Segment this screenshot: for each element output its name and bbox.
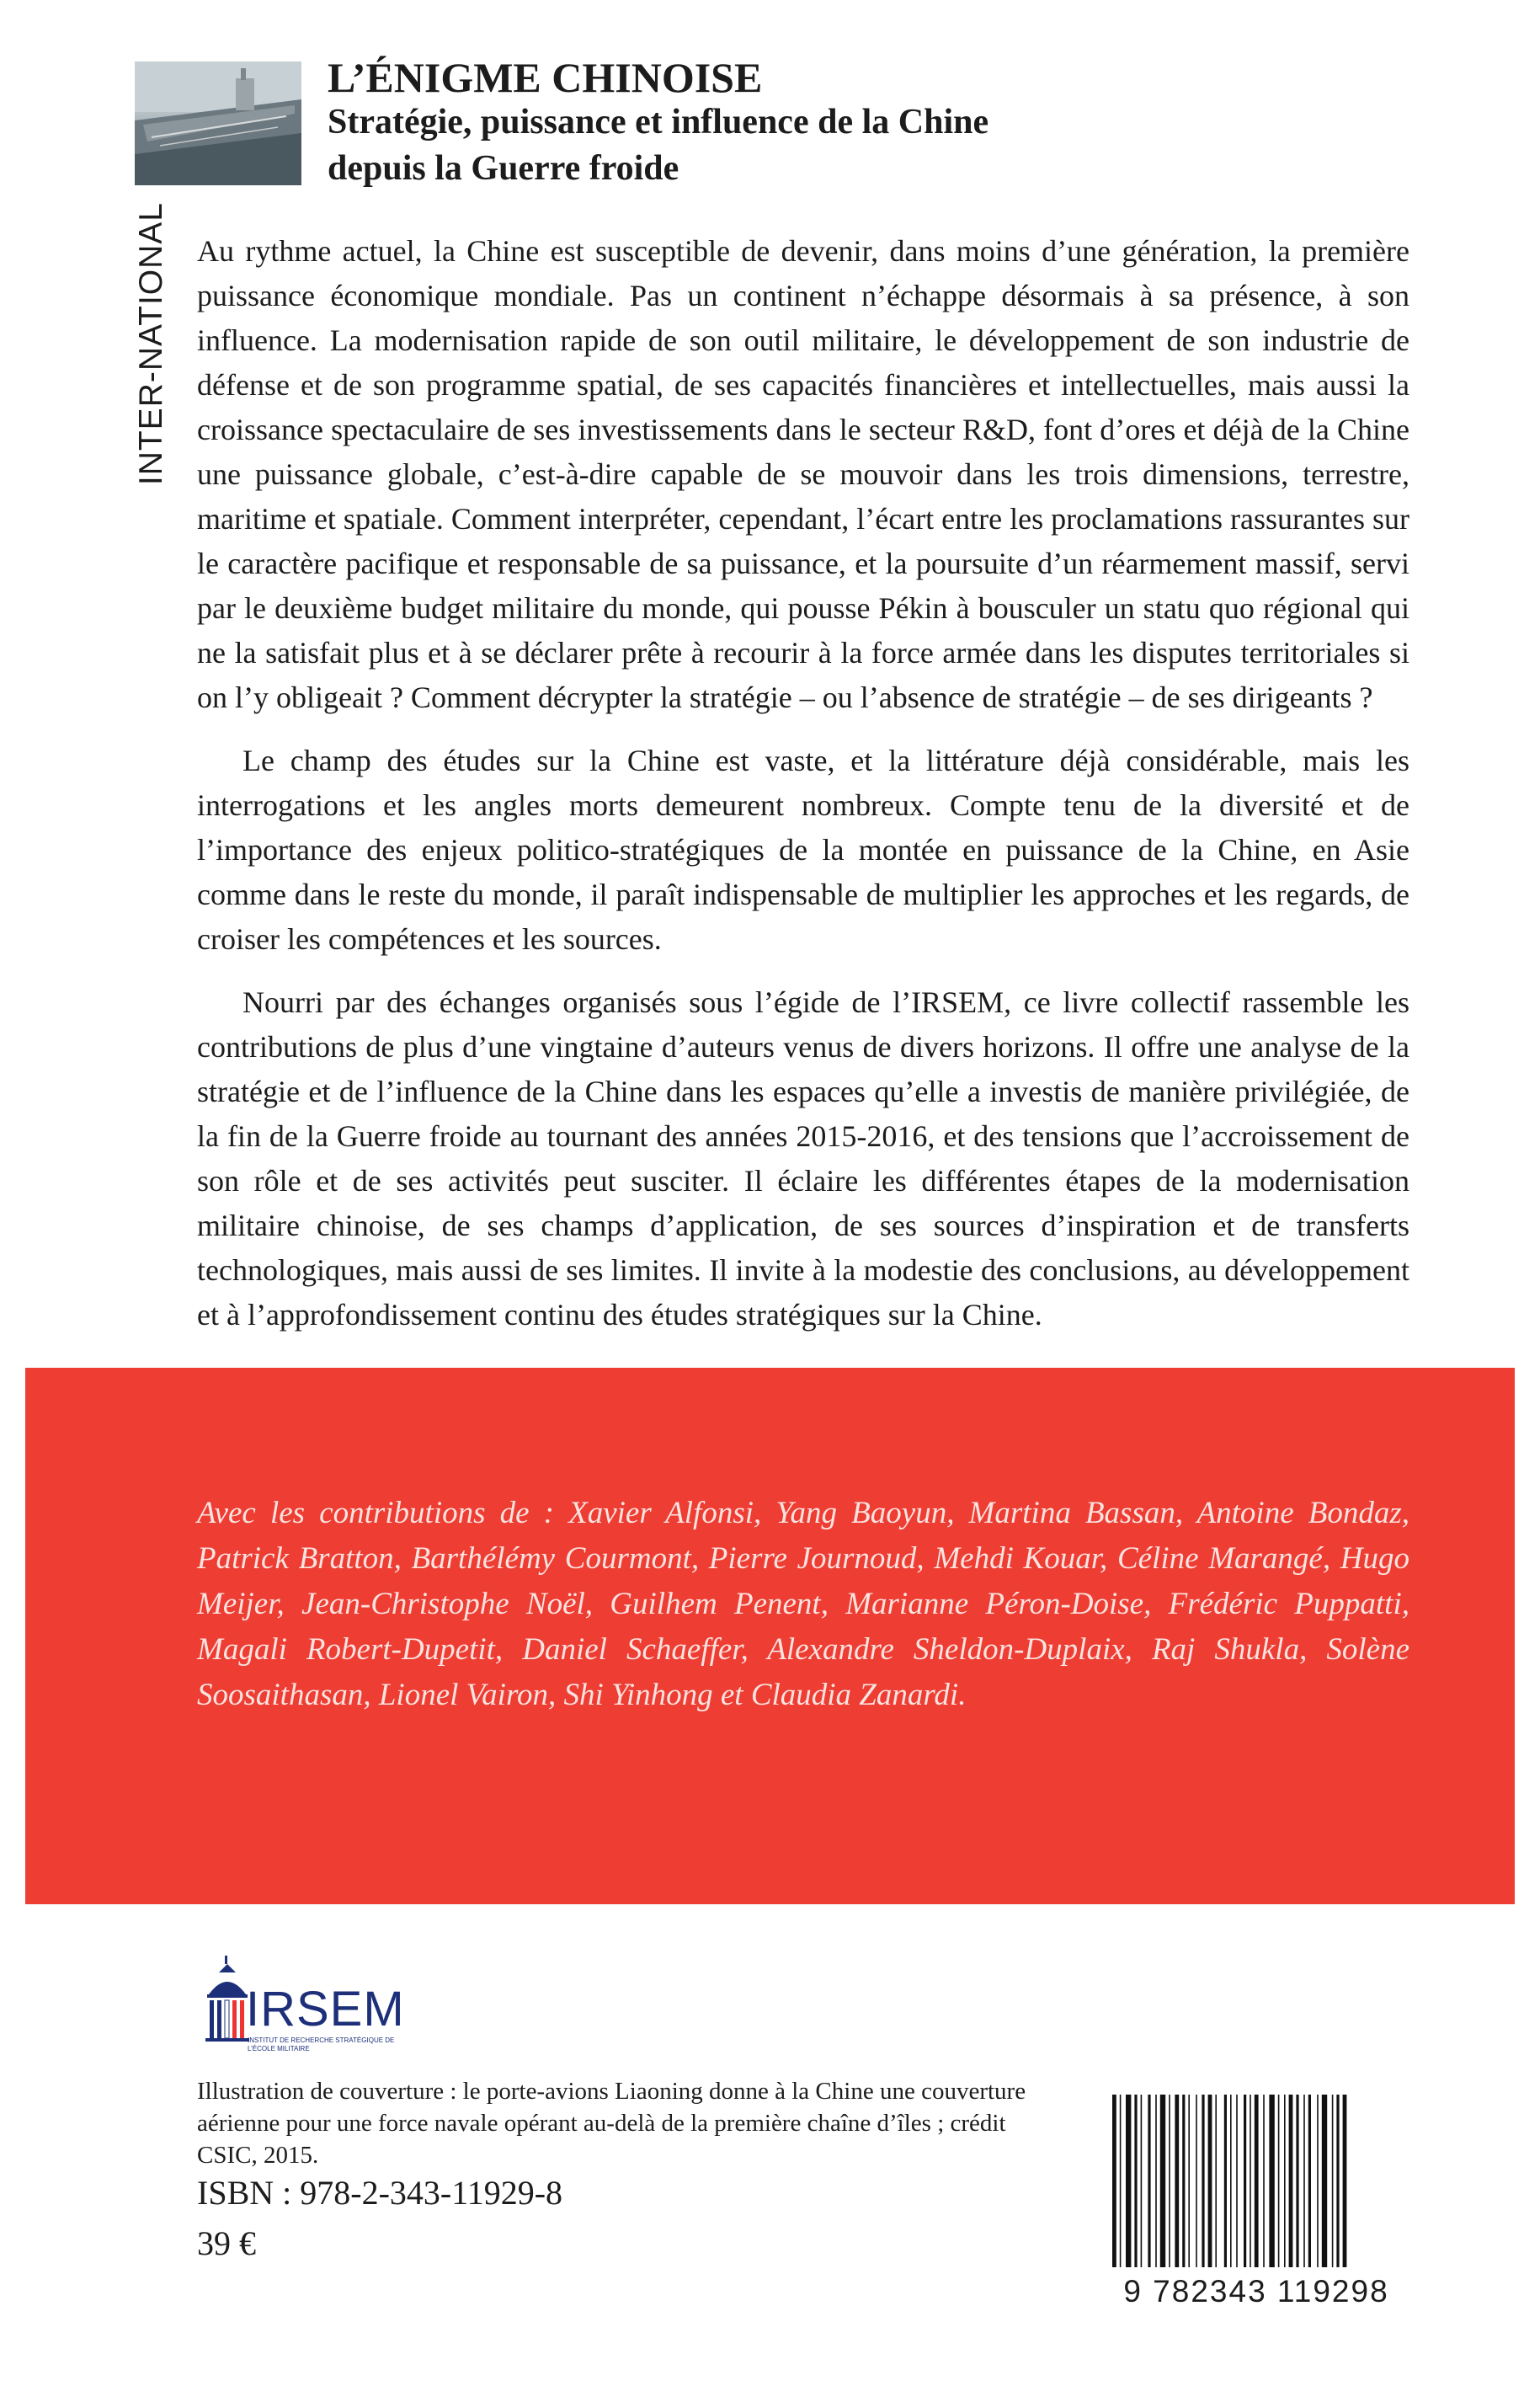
barcode-bar [1160,2095,1165,2267]
cover-thumbnail-aircraft-carrier [135,61,301,185]
barcode-bar [1236,2095,1238,2267]
barcode-bar [1289,2095,1293,2267]
barcode-bar [1208,2095,1212,2267]
contributors-list: Avec les contributions de : Xavier Alfonsi, Yang Baoyun, Martina Bassan, Antoine Bondaz, Patrick Bratton, Barthélémy Courmont, Pierre Journoud, Mehdi Kouar, Céline Marangé, Hugo Meijer, Jean-Christophe Noël, Guilhem Penent, Marianne Péron-Doise, Frédéric Puppatti, Magali Robert-Dupetit, Daniel Schaeffer, Alexandre Sheldon-Duplaix, Raj Shukla, Solène Soosaithasan, Lionel Vairon, Shi Yinhong et Claudia Zanardi. [197,1496,1409,1712]
barcode-bar [1120,2095,1122,2267]
cover-credit: Illustration de couverture : le porte-avions Liaoning donne à la Chine une couverture aérienne pour une force navale opérant au-delà de la première chaîne d’îles ; crédit CSIC, 2015. [197,2078,1026,2169]
barcode-bar [1255,2095,1259,2267]
logo-tagline: INSTITUT DE RECHERCHE STRATÉGIQUE DE L’ÉCOLE MILITAIRE [248,2036,395,2052]
barcode-bar [1148,2095,1150,2267]
barcode-bar [1284,2095,1286,2267]
isbn: ISBN : 978-2-343-11929-8 [197,2174,563,2212]
price: 39 € [197,2224,256,2262]
barcode-bar [1112,2095,1116,2267]
barcode-bar [1215,2095,1217,2267]
barcode-bar [1155,2095,1157,2267]
blurb-paragraph: Le champ des études sur la Chine est vaste, et la littérature déjà considérable, mais les interrogations et les angles morts demeurent nombreux. Compte tenu de la diversité et de l’importance des enjeux politico-stratégiques de la montée en puissance de la Chine, en Asie comme dans le reste du monde, il paraît indispensable de multiplier les approches et les regards, de croiser les compétences et les sources. [197,744,1409,956]
barcode-bar [1278,2095,1280,2267]
barcode-bar [1308,2095,1311,2267]
barcode-bar [1182,2095,1185,2267]
barcode-bar [1230,2095,1232,2267]
barcode-bar [1126,2095,1131,2267]
blurb [197,229,1409,1356]
barcode-bar [1134,2095,1137,2267]
barcode-bar [1332,2095,1334,2267]
barcode-bar [1188,2095,1190,2267]
book-title: L’ÉNIGME CHINOISE [328,54,763,101]
barcode-bar [1317,2095,1319,2267]
blurb-paragraph: Au rythme actuel, la Chine est susceptible de devenir, dans moins d’une génération, la première puissance économique mondiale. Pas un continent n’échappe désormais à sa présence, à son influence. La modernisation rapide de son outil militaire, le développement de son industrie de défense et de son programme spatial, de ses capacités financières et intellectuelles, mais aussi la croissance spectaculaire de ses investissements dans le secteur R&D, font d’ores et déjà de la Chine une puissance globale, c’est-à-dire capable de se mouvoir dans les trois dimensions, terrestre, maritime et spatiale. Comment interpréter, cependant, l’écart entre les proclamations rassurantes sur le caractère pacifique et responsable de sa puissance, et la poursuite d’un réarmement massif, servi par le deuxième budget militaire du monde, qui pousse Pékin à bousculer un statu quo régional qui ne la satisfait plus et à se déclarer prête à recourir à la force armée dans les disputes territoriales si on l’y obligeait ? Comment décrypter la stratégie – ou l’absence de stratégie – de ses dirigeants ? [197,234,1409,714]
barcode-bar [1343,2095,1347,2267]
building-icon [202,1954,253,2055]
barcode-bar [1141,2095,1143,2267]
book-subtitle [328,99,1506,192]
barcode-bar [1169,2095,1170,2267]
barcode-bar [1269,2095,1274,2267]
barcode-bars [1109,2095,1404,2271]
subtitle-line: Stratégie, puissance et influence de la Chine [328,103,989,141]
series-label: INTER-NATIONAL [133,202,169,486]
barcode-bar [1322,2095,1327,2267]
barcode-bar [1303,2095,1305,2267]
barcode-bar [1175,2095,1179,2267]
barcode-bar [1196,2095,1197,2267]
barcode-bar [1263,2095,1265,2267]
barcode-bar [1296,2095,1298,2267]
blurb-paragraph: Nourri par des échanges organisés sous l’égide de l’IRSEM, ce livre collectif rassemble les contributions de plus d’une vingtaine d’auteurs venus de divers horizons. Il offre une analyse de la stratégie et de l’influence de la Chine dans les espaces qu’elle a investis de manière privilégiée, de la fin de la Guerre froide au tournant des années 2015-2016, et des tensions que l’accroissement de son rôle et de ses activités peut susciter. Il éclaire les différentes étapes de la modernisation militaire chinoise, de ses champs d’application, de ses sources d’inspiration et de transferts technologiques, mais aussi de ses limites. Il invite à la modestie des conclusions, au développement et à l’approfondissement continu des études stratégiques sur la Chine. [197,985,1409,1332]
barcode-bar [1250,2095,1251,2267]
logo-name: IRSEM [246,1982,405,2036]
barcode-digits: 9 782343 119298 [1123,2274,1389,2309]
barcode-bar [1202,2095,1204,2267]
barcode-bar [1336,2095,1339,2267]
barcode-bar [1244,2095,1246,2267]
aircraft-carrier-icon [135,61,301,185]
subtitle-line: depuis la Guerre froide [328,149,679,188]
barcode-bar [1224,2095,1227,2267]
